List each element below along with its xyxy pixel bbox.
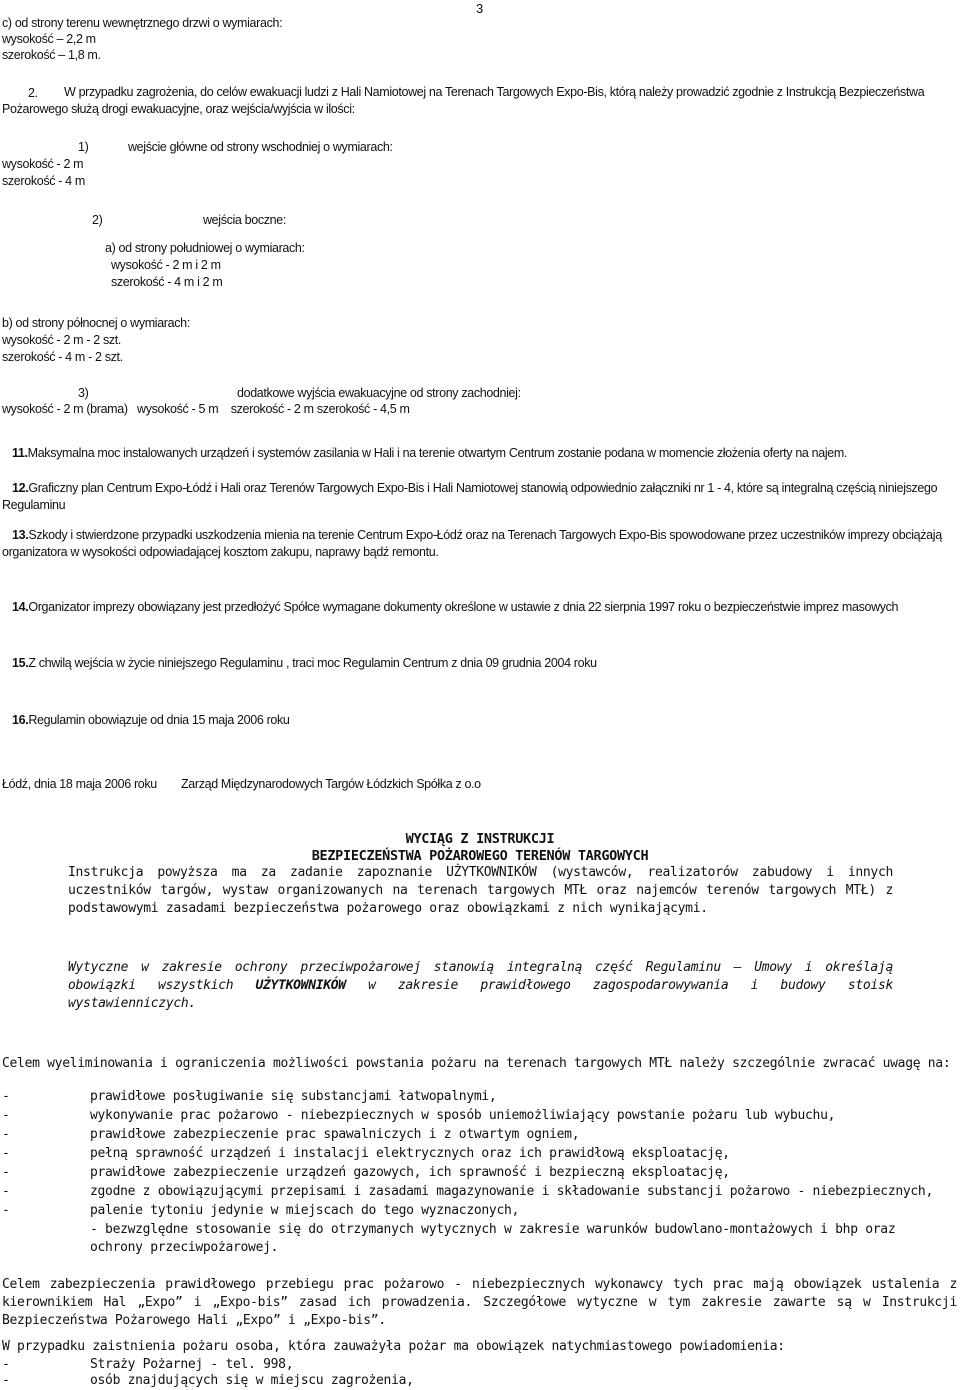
- bullet-dash: -: [2, 1146, 10, 1161]
- point-2-text: W przypadku zagrożenia, do celów ewakuacji ludzi z Hali Namiotowej na Terenach Targowych Expo-Bis, którą należy prowadzić zgodnie z Instrukcją Bezpieczeństwa Pożarowego służą drogi ewakuacyjne, oraz wejścia/wyjścia w ilości:: [2, 85, 925, 116]
- point-14-number: 14.: [12, 600, 29, 614]
- entrance-1-number: 1): [78, 140, 89, 154]
- point-2-number: 2.: [28, 86, 38, 100]
- point-15-number: 15.: [12, 656, 29, 670]
- extract-hot-work: Celem zabezpieczenia prawidłowego przebiegu prac pożarowo - niebezpiecznych wykonawcy tych prac mają obowiązek ustalenia z kierownikiem Hal „Expo” i „Expo-bis” zasad ich prowadzenia. Szczegółowe wytyczne w tym zakresie zawarte są w Instrukcji Bezpieczeństwa Pożarowego Hali „Expo” i „Expo-bis”.: [2, 1277, 957, 1328]
- entrance-2b-width: szerokość - 4 m - 2 szt.: [2, 350, 123, 364]
- point-12-number: 12.: [12, 481, 29, 495]
- notify-item: osób znajdujących się w miejscu zagrożenia,: [90, 1373, 414, 1388]
- point-15: [12, 655, 947, 672]
- notify-dash: -: [2, 1373, 10, 1388]
- point-15-text: Z chwilą wejścia w życie niniejszego Regulaminu , traci moc Regulamin Centrum z dnia 09 grudnia 2004 roku: [28, 656, 597, 670]
- bullet-item: pełną sprawność urządzeń i instalacji elektrycznych oraz ich prawidłową eksploatację,: [90, 1146, 730, 1161]
- extract-guidelines: [68, 959, 893, 1013]
- entrance-1-label: wejście główne od strony wschodniej o wymiarach:: [128, 140, 393, 154]
- entrance-2b-title: b) od strony północnej o wymiarach:: [2, 316, 190, 330]
- bullet-item: prawidłowe zabezpieczenie urządzeń gazowych, ich sprawność i bezpieczną eksploatację,: [90, 1165, 730, 1180]
- entrance-2b-height: wysokość - 2 m - 2 szt.: [2, 333, 122, 347]
- bullet-item: wykonywanie prac pożarowo - niebezpiecznych w sposób uniemożliwiający powstanie pożaru lub wybuchu,: [90, 1108, 836, 1123]
- entrance-2-label: wejścia boczne:: [203, 213, 286, 227]
- guidelines-users: UŻYTKOWNIKÓW: [255, 978, 346, 993]
- extract-title-line-2: BEZPIECZEŃSTWA POŻAROWEGO TERENÓW TARGOWYCH: [311, 848, 649, 864]
- bullet-dash: -: [2, 1127, 10, 1142]
- entrance-2a-title: a) od strony południowej o wymiarach:: [105, 241, 305, 255]
- entrance-3-label: dodatkowe wyjścia ewakuacyjne od strony zachodniej:: [237, 386, 521, 400]
- entrance-3-dimensions: wysokość - 2 m (brama) wysokość - 5 m szerokość - 2 m szerokość - 4,5 m: [2, 402, 410, 416]
- section-c-height: wysokość – 2,2 m: [2, 32, 96, 46]
- guidelines-text-start: Wytyczne w zakresie ochrony przeciwpożarowej stanowią integralną część Regulaminu – Umowy i określają obowiązki wszystkich: [68, 960, 893, 993]
- section-c-width: szerokość – 1,8 m.: [2, 48, 101, 62]
- point-11: [12, 445, 947, 462]
- point-13-text: Szkody i stwierdzone przypadki uszkodzenia mienia na terenie Centrum Expo-Łódź oraz na Terenach Targowych Expo-Bis spowodowane przez uczestników imprezy obciążają organizatora w wysokości odpowiadającej kosztom zakupu, naprawy bądź remontu.: [2, 528, 942, 559]
- point-16-number: 16.: [12, 713, 29, 727]
- bullet-item: palenie tytoniu jedynie w miejscach do tego wyznaczonych,: [90, 1203, 520, 1218]
- bullet-dash: -: [2, 1184, 10, 1199]
- section-c-title: c) od strony terenu wewnętrznego drzwi o wymiarach:: [2, 16, 283, 30]
- bullet-dash: -: [2, 1203, 10, 1218]
- bullet-dash: -: [2, 1089, 10, 1104]
- extract-aim: Celem wyeliminowania i ograniczenia możliwości powstania pożaru na terenach targowych MTŁ należy szczególnie zwracać uwagę na:: [2, 1056, 951, 1071]
- bullet-item: prawidłowe zabezpieczenie prac spawalniczych i z otwartym ogniem,: [90, 1127, 580, 1142]
- extract-title-line-1: WYCIĄG Z INSTRUKCJI: [405, 831, 555, 847]
- entrance-3-number: 3): [78, 386, 89, 400]
- notify-item: Straży Pożarnej - tel. 998,: [90, 1357, 294, 1372]
- entrance-2-number: 2): [92, 213, 103, 227]
- extract-fire-notice: W przypadku zaistnienia pożaru osoba, która zauważyła pożar ma obowiązek natychmiastowego powiadomienia:: [2, 1339, 785, 1354]
- point-13: [2, 527, 947, 561]
- point-13-number: 13.: [12, 528, 29, 542]
- bullet-dash: -: [2, 1165, 10, 1180]
- page-number: 3: [476, 1, 483, 16]
- point-12: [2, 480, 947, 514]
- point-11-text: Maksymalna moc instalowanych urządzeń i systemów zasilania w Hali i na terenie otwartym Centrum zostanie podana w momencie złożenia oferty na najem.: [27, 446, 848, 460]
- extract-intro: Instrukcja powyższa ma za zadanie zapoznanie UŻYTKOWNIKÓW (wystawców, realizatorów zabudowy i innych uczestników targów, wystaw organizowanych na terenach targowych MTŁ oraz najemców terenów targowych MTŁ) z podstawowymi zasadami bezpieczeństwa pożarowego oraz obowiązkami z nich wynikającymi.: [68, 865, 893, 916]
- bullet-item: prawidłowe posługiwanie się substancjami łatwopalnymi,: [90, 1089, 497, 1104]
- point-14-text: Organizator imprezy obowiązany jest przedłożyć Spółce wymagane dokumenty określone w ustawie z dnia 22 sierpnia 1997 roku o bezpieczeństwie imprez masowych: [28, 600, 899, 614]
- entrance-1-width: szerokość - 4 m: [2, 174, 85, 188]
- point-16-text: Regulamin obowiązuje od dnia 15 maja 2006 roku: [28, 713, 290, 727]
- point-11-number: 11.: [12, 446, 28, 460]
- entrance-2a-width: szerokość - 4 m i 2 m: [111, 275, 223, 289]
- bullet-dash: -: [2, 1108, 10, 1123]
- entrance-2a-height: wysokość - 2 m i 2 m: [111, 258, 221, 272]
- point-16: [12, 712, 947, 729]
- bullet-item-last: - bezwzględne stosowanie się do otrzymanych wytycznych w zakresie warunków budowlano-montażowych i bhp oraz ochrony przeciwpożarowej.: [90, 1222, 896, 1255]
- bullet-item: zgodne z obowiązującymi przepisami i zasadami magazynowanie i składowanie substancji pożarowo - niebezpiecznych,: [90, 1184, 933, 1199]
- guidelines-text-end: w zakresie prawidłowego zagospodarowywania i budowy stoisk wystawienniczych.: [68, 978, 893, 1011]
- point-14: [12, 599, 947, 616]
- entrance-1-height: wysokość - 2 m: [2, 157, 84, 171]
- signature-place-date: Łódź, dnia 18 maja 2006 roku: [2, 777, 157, 791]
- signature-board: Zarząd Międzynarodowych Targów Łódzkich Spółka z o.o: [181, 777, 481, 791]
- point-12-text: Graficzny plan Centrum Expo-Łódź i Hali oraz Terenów Targowych Expo-Bis i Hali Namiotowej stanowią odpowiednio załączniki nr 1 - 4, które są integralną częścią niniejszego Regulaminu: [2, 481, 938, 512]
- notify-dash: -: [2, 1357, 10, 1372]
